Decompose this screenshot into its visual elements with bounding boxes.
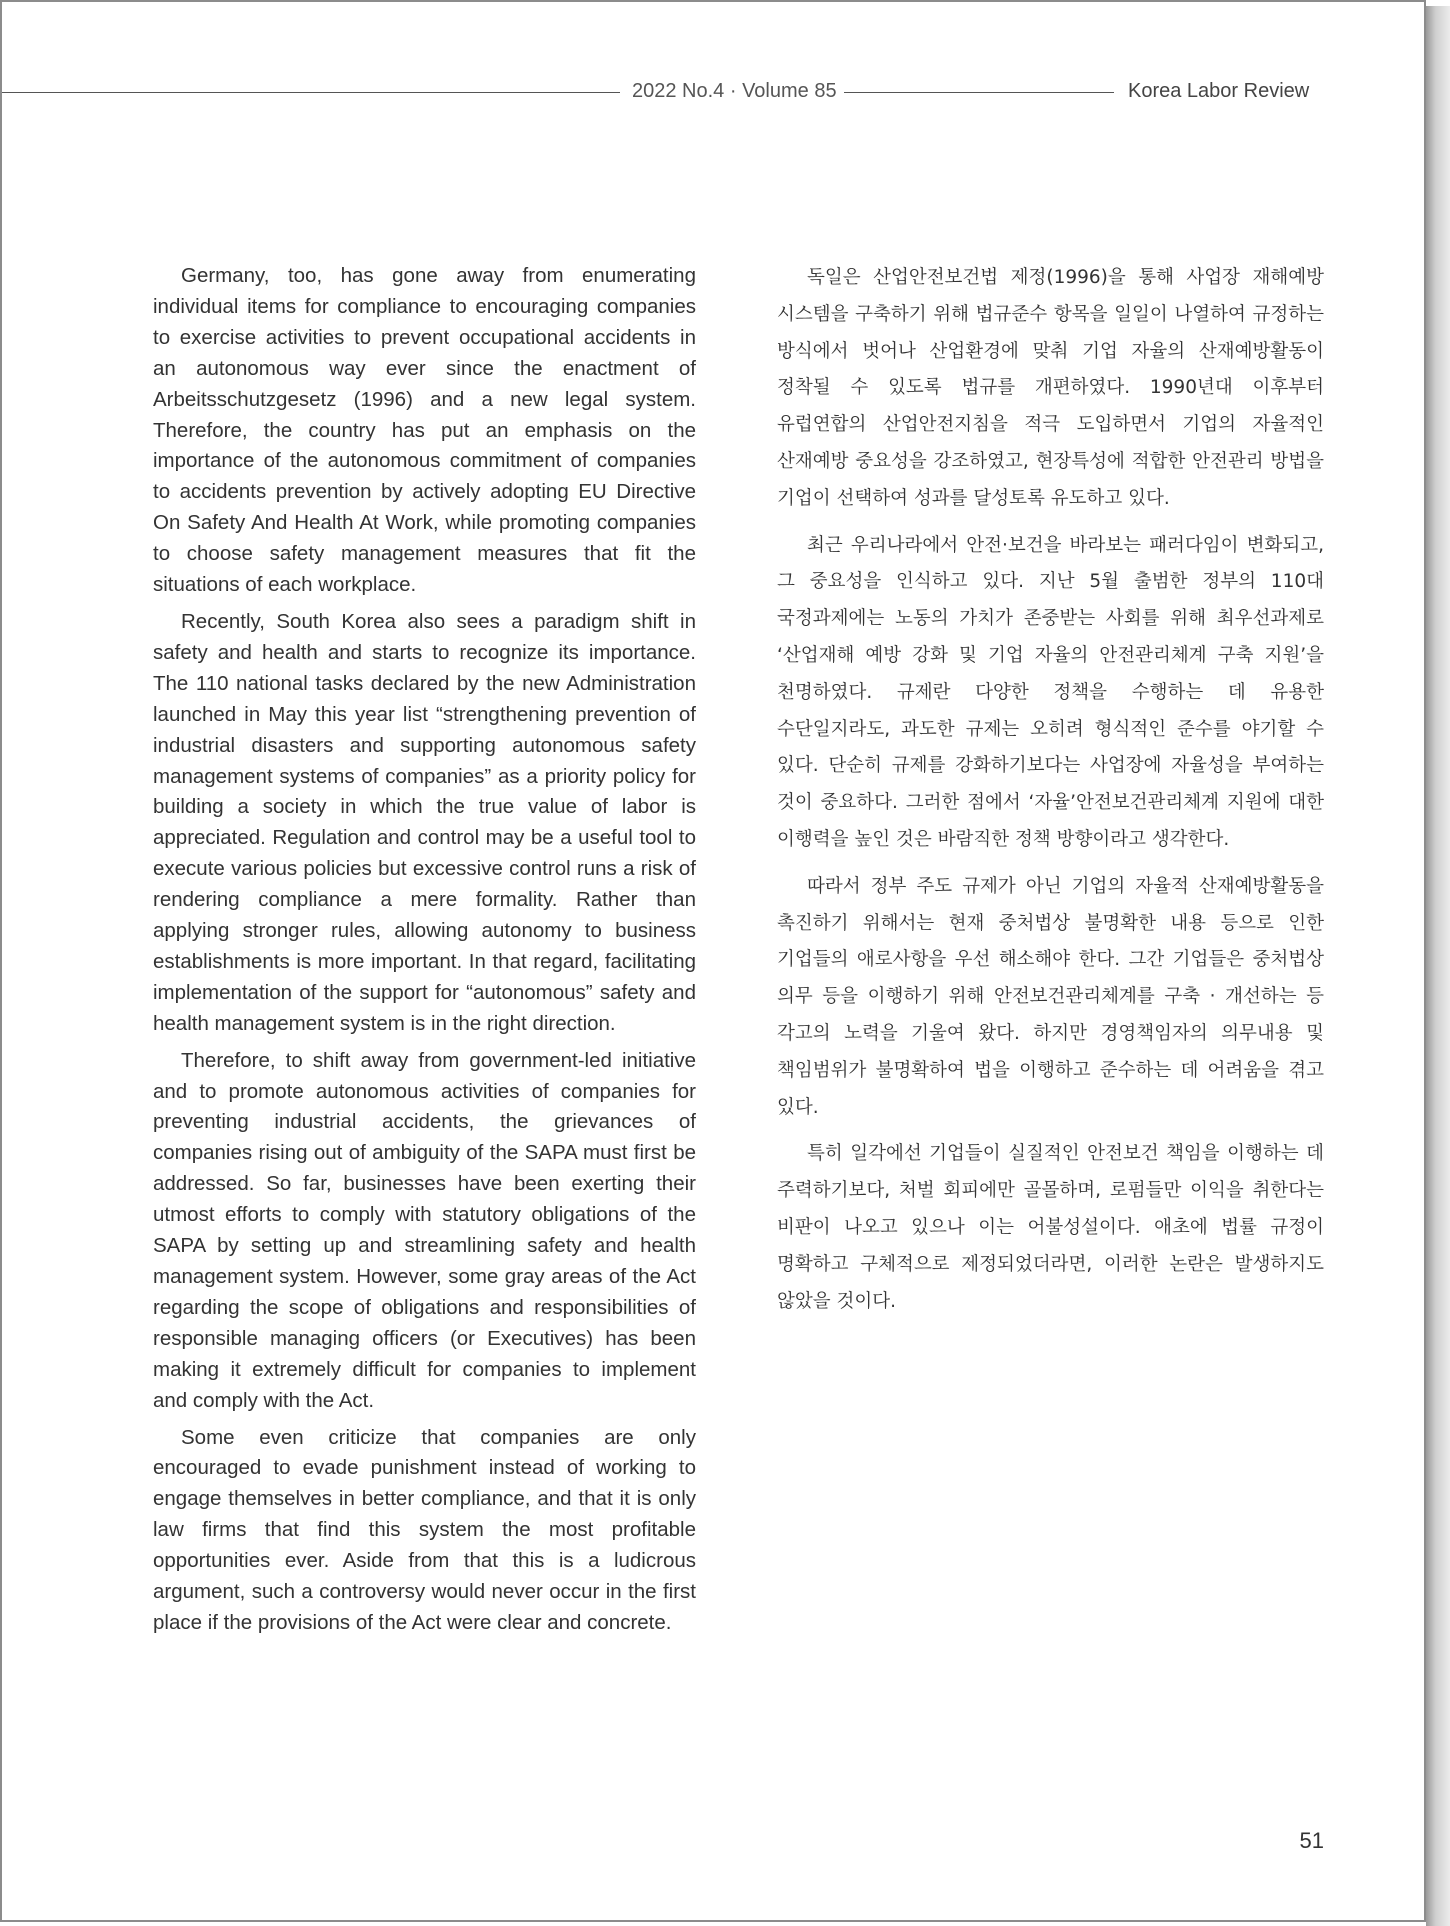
header-rule-left bbox=[2, 92, 620, 93]
korean-paragraph-3: 따라서 정부 주도 규제가 아닌 기업의 자율적 산재예방활동을 촉진하기 위해서는 현재 중처법상 불명확한 내용 등으로 인한 기업들의 애로사항을 우선 해소해야 한다. 그간 기업들은 중처법상 의무 등을 이행하기 위해 안전보건관리체계를 구축 · 개선하는 등 각고의 노력을 기울여 왔다. 하지만 경영책임자의 의무내용 및 책임범위가 불명확하여 법을 이행하고 준수하는 데 어려움을 겪고 있다. bbox=[777, 875, 1324, 1118]
korean-paragraph-2: 최근 우리나라에서 안전·보건을 바라보는 패러다임이 변화되고, 그 중요성을 인식하고 있다. 지난 5월 출범한 정부의 110대 국정과제에는 노동의 가치가 존중받는 사회를 위해 최우선과제로 ‘산업재해 예방 강화 및 기업 자율의 안전관리체계 구축 지원’을 천명하였다. 규제란 다양한 정책을 수행하는 데 유용한 수단일지라도, 과도한 규제는 오히려 형식적인 준수를 야기할 수 있다. 단순히 규제를 강화하기보다는 사업장에 자율성을 부여하는 것이 중요하다. 그러한 점에서 ‘자율’안전보건관리체계 지원에 대한 이행력을 높인 것은 바람직한 정책 방향이라고 생각한다. bbox=[777, 534, 1324, 850]
english-paragraph-1: Germany, too, has gone away from enumerating individual items for compliance to encouraging companies to exercise activities to prevent occupational accidents in an autonomous way ever since the enactment of Arbeitsschutzgesetz (1996) and a new legal system. Therefore, the country has put an emphasis on the importance of the autonomous commitment of companies to accidents prevention by actively adopting EU Directive On Safety And Health At Work, while promoting companies to choose safety management measures that fit the situations of each workplace. bbox=[153, 264, 696, 597]
page-number: 51 bbox=[1299, 1828, 1324, 1853]
korean-column bbox=[777, 260, 1324, 1330]
header-rule-middle bbox=[844, 92, 1114, 93]
journal-title: Korea Labor Review bbox=[1128, 80, 1310, 102]
english-paragraph-3: Therefore, to shift away from government-led initiative and to promote autonomous activities of companies for preventing industrial accidents, the grievances of companies rising out of ambiguity of the SAPA must first be addressed. So far, businesses have been exerting their utmost efforts to comply with statutory obligations of the SAPA by setting up and streamlining safety and health management system. However, some gray areas of the Act regarding the scope of obligations and responsibilities of responsible managing officers (or Executives) has been making it extremely difficult for companies to implement and comply with the Act. bbox=[153, 1048, 696, 1412]
english-paragraph-2: Recently, South Korea also sees a paradigm shift in safety and health and starts to recognize its importance. The 110 national tasks declared by the new Administration launched in May this year list “strengthening prevention of industrial disasters and supporting autonomous safety management systems of companies” as a priority policy for building a society in which the true value of labor is appreciated. Regulation and control may be a useful tool to execute various policies but excessive control runs a risk of rendering compliance a mere formality. Rather than applying stronger rules, allowing autonomy to business establishments is more important. In that regard, facilitating implementation of the support for “autonomous” safety and health management system is in the right direction. bbox=[153, 609, 696, 1035]
english-column bbox=[153, 261, 696, 1645]
english-paragraph-4: Some even criticize that companies are only encouraged to evade punishment instead of working to engage themselves in better compliance, and that it is only law firms that find this system the most profitable opportunities ever. Aside from that this is a ludicrous argument, such a controversy would never occur in the first place if the provisions of the Act were clear and concrete. bbox=[153, 1425, 696, 1634]
issue-label: 2022 No.4 · Volume 85 bbox=[632, 80, 837, 102]
korean-paragraph-4: 특히 일각에선 기업들이 실질적인 안전보건 책임을 이행하는 데 주력하기보다, 처벌 회피에만 골몰하며, 로펌들만 이익을 취한다는 비판이 나오고 있으나 이는 어불성설이다. 애초에 법률 규정이 명확하고 구체적으로 제정되었더라면, 이러한 논란은 발생하지도 않았을 것이다. bbox=[777, 1143, 1324, 1312]
running-header bbox=[2, 74, 1324, 114]
page-edge-shadow bbox=[1426, 6, 1450, 1926]
korean-paragraph-1: 독일은 산업안전보건법 제정(1996)을 통해 사업장 재해예방 시스템을 구축하기 위해 법규준수 항목을 일일이 나열하여 규정하는 방식에서 벗어나 산업환경에 맞춰 기업 자율의 산재예방활동이 정착될 수 있도록 법규를 개편하였다. 1990년대 이후부터 유럽연합의 산업안전지침을 적극 도입하면서 기업의 자율적인 산재예방 중요성을 강조하였고, 현장특성에 적합한 안전관리 방법을 기업이 선택하여 성과를 달성토록 유도하고 있다. bbox=[777, 267, 1324, 509]
